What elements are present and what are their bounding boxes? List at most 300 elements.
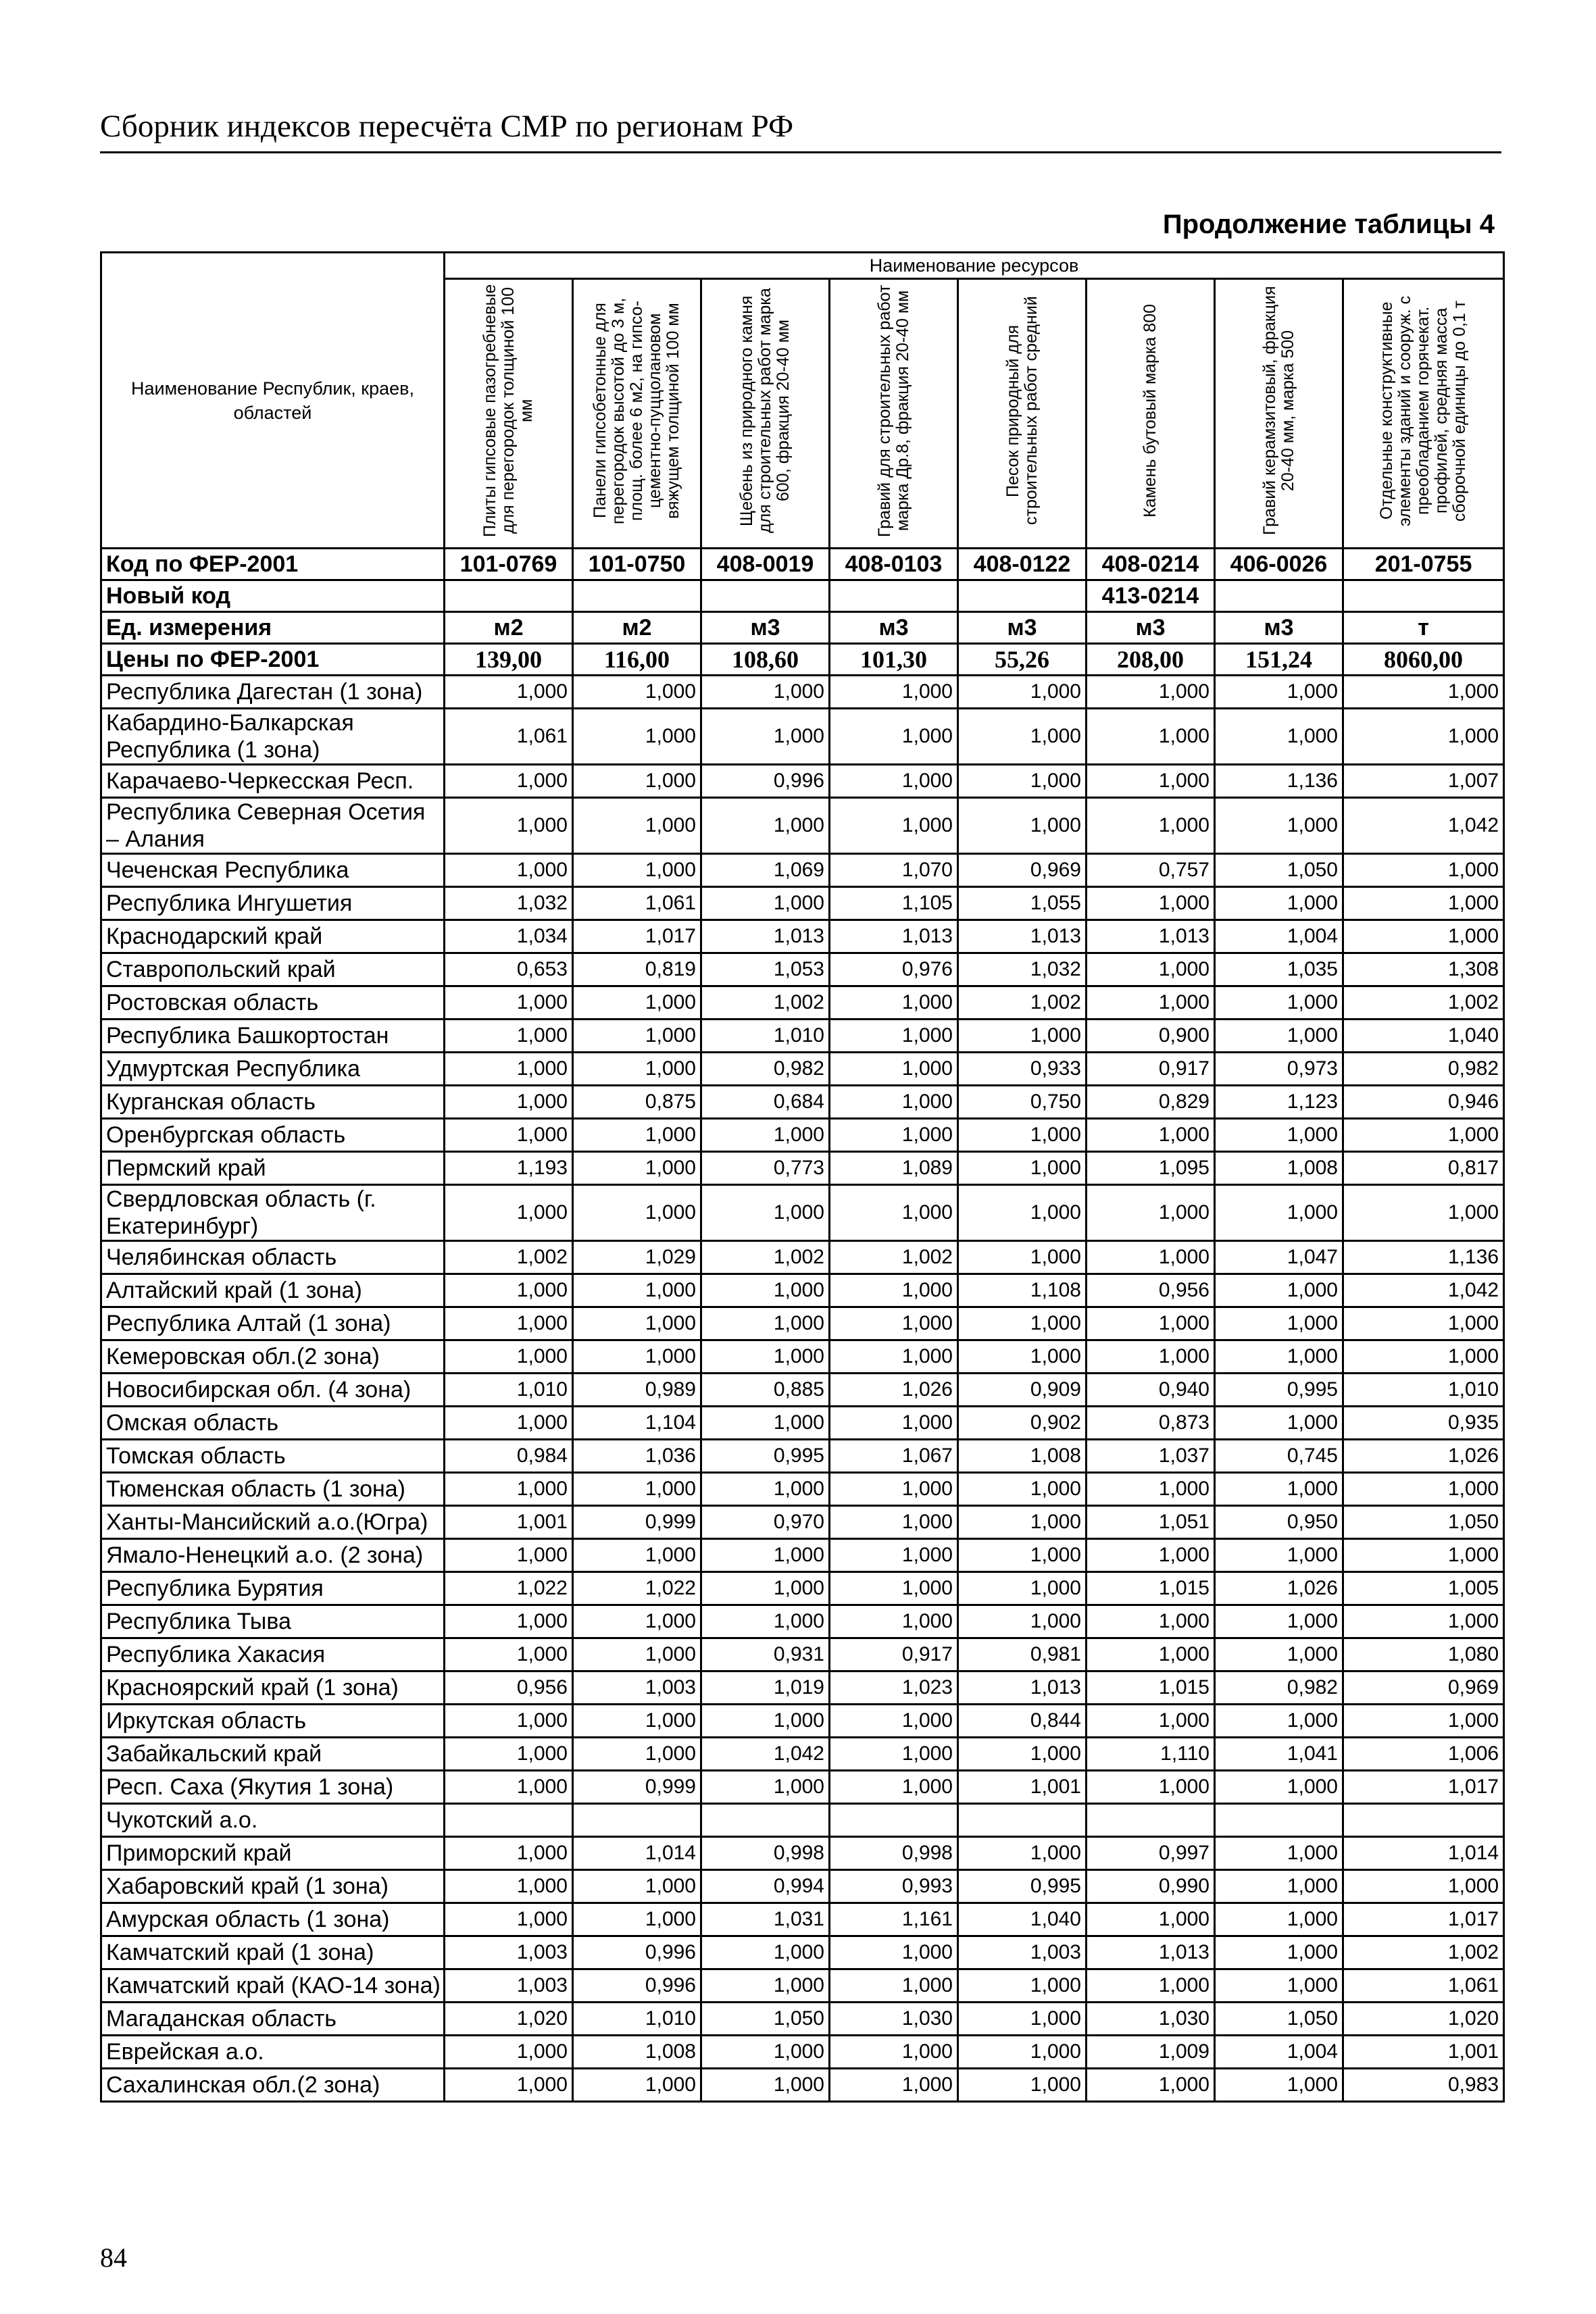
region-name: Кемеровская обл.(2 зона) [101, 1340, 445, 1374]
index-cell: 1,015 [1087, 1671, 1215, 1705]
index-cell: 1,000 [445, 1870, 573, 1903]
new-code-row-label: Новый код [101, 580, 445, 612]
index-cell: 1,000 [701, 1340, 830, 1374]
fer-code-row-cell: 408-0019 [701, 549, 830, 580]
index-cell: 0,993 [830, 1870, 958, 1903]
new-code-row-cell [701, 580, 830, 612]
index-cell: 1,070 [830, 854, 958, 887]
index-cell: 1,032 [958, 953, 1087, 986]
index-cell: 1,136 [1215, 765, 1343, 798]
index-cell: 1,000 [573, 1340, 701, 1374]
index-cell: 1,000 [1215, 1903, 1343, 1936]
new-code-row-cell [573, 580, 701, 612]
index-cell: 1,015 [1087, 1572, 1215, 1605]
index-cell: 1,000 [1343, 887, 1504, 920]
index-cell: 1,000 [445, 1053, 573, 1086]
index-cell: 1,000 [573, 1274, 701, 1307]
index-cell: 1,002 [1343, 986, 1504, 1020]
index-cell: 1,050 [701, 2003, 830, 2036]
unit-row-label: Ед. измерения [101, 612, 445, 644]
index-cell: 1,069 [701, 854, 830, 887]
region-name: Чукотский а.о. [101, 1804, 445, 1837]
index-cell: 1,000 [958, 1119, 1087, 1152]
index-cell: 1,000 [1215, 1870, 1343, 1903]
index-cell: 1,000 [445, 1837, 573, 1870]
index-cell: 1,000 [830, 1185, 958, 1241]
region-name: Республика Бурятия [101, 1572, 445, 1605]
region-name: Карачаево-Черкесская Респ. [101, 765, 445, 798]
new-code-row-cell: 413-0214 [1087, 580, 1215, 612]
index-cell: 1,000 [1215, 676, 1343, 709]
index-cell: 0,999 [573, 1506, 701, 1539]
index-cell: 1,000 [958, 1307, 1087, 1340]
region-name: Челябинская область [101, 1241, 445, 1274]
index-cell: 1,000 [830, 2069, 958, 2102]
index-cell: 1,000 [573, 1473, 701, 1506]
index-cell: 1,029 [573, 1241, 701, 1274]
table-row [101, 1086, 1504, 1119]
index-cell: 1,000 [958, 709, 1087, 765]
column-header: Песок природный для строительных работ средний [958, 279, 1087, 549]
index-cell: 1,000 [1343, 1870, 1504, 1903]
new-code-row-cell [445, 580, 573, 612]
index-cell: 0,950 [1215, 1506, 1343, 1539]
index-cell: 1,000 [1215, 1539, 1343, 1572]
index-cell: 1,023 [830, 1671, 958, 1705]
index-cell: 1,000 [445, 2036, 573, 2069]
index-cell: 1,022 [445, 1572, 573, 1605]
index-cell: 1,000 [1215, 1638, 1343, 1671]
table-row [101, 1804, 1504, 1837]
index-cell: 1,000 [445, 798, 573, 854]
column-header: Камень бутовый марка 800 [1087, 279, 1215, 549]
region-name: Ханты-Мансийский а.о.(Югра) [101, 1506, 445, 1539]
region-name: Еврейская а.о. [101, 2036, 445, 2069]
index-cell: 1,000 [445, 1539, 573, 1572]
index-cell: 1,035 [1215, 953, 1343, 986]
table-row [101, 1705, 1504, 1738]
fer-code-row-cell: 101-0750 [573, 549, 701, 580]
index-cell: 1,000 [573, 1185, 701, 1241]
index-cell: 1,000 [1215, 709, 1343, 765]
index-cell: 1,000 [1215, 1473, 1343, 1506]
index-cell: 0,995 [958, 1870, 1087, 1903]
index-cell: 1,047 [1215, 1241, 1343, 1274]
index-cell: 1,051 [1087, 1506, 1215, 1539]
index-cell: 1,000 [830, 709, 958, 765]
index-cell: 1,000 [701, 1539, 830, 1572]
region-name: Новосибирская обл. (4 зона) [101, 1374, 445, 1407]
index-cell: 1,042 [701, 1738, 830, 1771]
index-cell: 0,653 [445, 953, 573, 986]
index-cell: 1,000 [958, 765, 1087, 798]
index-cell: 1,000 [1343, 854, 1504, 887]
index-cell: 1,000 [1215, 1771, 1343, 1804]
index-cell [830, 1804, 958, 1837]
index-cell: 1,013 [1087, 1936, 1215, 1969]
index-cell: 0,750 [958, 1086, 1087, 1119]
index-cell: 1,000 [573, 1119, 701, 1152]
index-cell: 0,995 [701, 1440, 830, 1473]
index-cell: 1,000 [830, 1572, 958, 1605]
table-row [101, 1903, 1504, 1936]
table-row [101, 1936, 1504, 1969]
index-cell: 1,000 [445, 1638, 573, 1671]
index-cell: 1,000 [1215, 2069, 1343, 2102]
index-cell: 1,000 [445, 1473, 573, 1506]
index-cell: 1,013 [958, 1671, 1087, 1705]
region-name: Курганская область [101, 1086, 445, 1119]
index-cell: 1,000 [445, 1020, 573, 1053]
index-cell: 1,002 [701, 986, 830, 1020]
index-cell: 1,000 [1343, 709, 1504, 765]
index-cell: 1,006 [1343, 1738, 1504, 1771]
index-cell: 1,000 [445, 1274, 573, 1307]
index-cell: 1,032 [445, 887, 573, 920]
index-cell: 1,000 [701, 1119, 830, 1152]
page-number: 84 [100, 2242, 127, 2273]
index-cell: 1,000 [830, 2036, 958, 2069]
index-cell: 1,010 [701, 1020, 830, 1053]
index-cell: 1,000 [573, 1307, 701, 1340]
index-cell: 1,000 [445, 1307, 573, 1340]
column-header: Гравий для строительных работ марка Др.8, фракция 20-40 мм [830, 279, 958, 549]
region-name: Оренбургская область [101, 1119, 445, 1152]
index-cell: 1,000 [830, 1539, 958, 1572]
index-cell: 0,970 [701, 1506, 830, 1539]
index-cell: 0,996 [573, 1936, 701, 1969]
index-cell: 1,000 [830, 1340, 958, 1374]
index-cell: 0,982 [1343, 1053, 1504, 1086]
index-cell: 1,000 [445, 2069, 573, 2102]
index-cell: 0,917 [1087, 1053, 1215, 1086]
table-row [101, 854, 1504, 887]
price-row [101, 644, 1504, 676]
index-cell: 0,998 [701, 1837, 830, 1870]
index-cell: 1,003 [445, 1936, 573, 1969]
index-cell: 1,000 [1087, 1771, 1215, 1804]
index-cell: 1,308 [1343, 953, 1504, 986]
index-cell: 1,000 [958, 1185, 1087, 1241]
price-row-cell: 8060,00 [1343, 644, 1504, 676]
region-name: Хабаровский край (1 зона) [101, 1870, 445, 1903]
table-row [101, 1837, 1504, 1870]
index-cell: 0,976 [830, 953, 958, 986]
index-cell: 0,982 [701, 1053, 830, 1086]
index-cell: 0,745 [1215, 1440, 1343, 1473]
index-cell: 1,002 [1343, 1936, 1504, 1969]
index-cell: 1,000 [958, 1572, 1087, 1605]
index-cell: 1,000 [830, 1738, 958, 1771]
index-cell: 1,030 [1087, 2003, 1215, 2036]
region-name: Сахалинская обл.(2 зона) [101, 2069, 445, 2102]
index-cell: 1,000 [958, 1506, 1087, 1539]
index-cell: 1,010 [1343, 1374, 1504, 1407]
region-name: Чеченская Республика [101, 854, 445, 887]
index-cell: 1,000 [958, 798, 1087, 854]
column-header: Отдельные конструктивные элементы зданий и сооруж. с преобладанием горячекат. профилей, средняя масса сборочной единицы до 0,1 т [1343, 279, 1504, 549]
index-cell: 1,020 [445, 2003, 573, 2036]
index-cell: 1,000 [1087, 2069, 1215, 2102]
index-cell: 1,042 [1343, 798, 1504, 854]
table-row [101, 986, 1504, 1020]
index-cell: 1,003 [445, 1969, 573, 2003]
index-cell: 0,844 [958, 1705, 1087, 1738]
index-cell: 1,161 [830, 1903, 958, 1936]
index-cell: 1,000 [1215, 1936, 1343, 1969]
index-cell: 1,000 [701, 2036, 830, 2069]
index-cell: 0,829 [1087, 1086, 1215, 1119]
index-cell: 1,014 [573, 1837, 701, 1870]
index-cell: 1,000 [573, 1638, 701, 1671]
unit-row-cell: м2 [573, 612, 701, 644]
table-row [101, 709, 1504, 765]
region-name: Магаданская область [101, 2003, 445, 2036]
index-cell: 1,020 [1343, 2003, 1504, 2036]
index-cell: 1,000 [701, 1969, 830, 2003]
table-row [101, 1473, 1504, 1506]
index-cell: 1,193 [445, 1152, 573, 1185]
index-cell: 0,875 [573, 1086, 701, 1119]
region-name: Республика Тыва [101, 1605, 445, 1638]
index-cell: 1,000 [701, 1274, 830, 1307]
index-cell: 1,001 [958, 1771, 1087, 1804]
index-cell: 1,000 [958, 1738, 1087, 1771]
index-cell: 1,013 [958, 920, 1087, 953]
index-cell: 0,917 [830, 1638, 958, 1671]
index-cell: 1,000 [573, 2069, 701, 2102]
index-cell: 1,050 [1215, 854, 1343, 887]
table-row [101, 887, 1504, 920]
index-cell: 0,984 [445, 1440, 573, 1473]
index-cell: 0,873 [1087, 1407, 1215, 1440]
region-name: Камчатский край (1 зона) [101, 1936, 445, 1969]
index-cell: 1,000 [573, 986, 701, 1020]
price-row-label: Цены по ФЕР-2001 [101, 644, 445, 676]
index-cell: 1,000 [573, 854, 701, 887]
index-cell: 1,000 [958, 1969, 1087, 2003]
index-cell: 0,902 [958, 1407, 1087, 1440]
index-cell: 1,000 [830, 1307, 958, 1340]
index-cell: 1,000 [573, 709, 701, 765]
index-cell: 1,040 [1343, 1020, 1504, 1053]
index-cell: 1,000 [573, 1020, 701, 1053]
index-cell: 1,002 [958, 986, 1087, 1020]
table-row [101, 2069, 1504, 2102]
table-row [101, 1539, 1504, 1572]
table-row [101, 1241, 1504, 1274]
index-cell: 0,819 [573, 953, 701, 986]
index-cell: 1,000 [445, 1185, 573, 1241]
unit-row-cell: т [1343, 612, 1504, 644]
region-name: Ставропольский край [101, 953, 445, 986]
table-row [101, 953, 1504, 986]
fer-code-row-cell: 201-0755 [1343, 549, 1504, 580]
index-cell: 1,000 [1343, 920, 1504, 953]
index-cell: 0,983 [1343, 2069, 1504, 2102]
index-cell: 1,041 [1215, 1738, 1343, 1771]
index-cell: 1,000 [830, 1053, 958, 1086]
index-cell: 1,000 [1343, 1539, 1504, 1572]
index-cell: 1,002 [701, 1241, 830, 1274]
index-cell: 1,000 [830, 1020, 958, 1053]
index-cell: 1,000 [445, 765, 573, 798]
index-cell: 1,000 [830, 765, 958, 798]
index-cell: 1,000 [830, 1473, 958, 1506]
index-cell: 0,982 [1215, 1671, 1343, 1705]
index-cell: 1,000 [958, 1241, 1087, 1274]
index-cell: 1,000 [958, 1152, 1087, 1185]
index-cell: 1,000 [573, 1152, 701, 1185]
index-cell: 1,000 [1087, 1241, 1215, 1274]
index-cell: 1,034 [445, 920, 573, 953]
index-cell: 1,000 [701, 1572, 830, 1605]
index-cell: 1,000 [1087, 709, 1215, 765]
index-cell: 0,994 [701, 1870, 830, 1903]
region-name: Республика Ингушетия [101, 887, 445, 920]
index-cell: 1,000 [1215, 1705, 1343, 1738]
table-row [101, 1185, 1504, 1241]
region-name: Краснодарский край [101, 920, 445, 953]
region-name: Ростовская область [101, 986, 445, 1020]
index-cell: 1,010 [445, 1374, 573, 1407]
index-cell: 1,000 [1215, 887, 1343, 920]
table-row [101, 1638, 1504, 1671]
index-cell [958, 1804, 1087, 1837]
corner-header: Наименование Республик, краев, областей [101, 253, 445, 549]
index-cell: 1,000 [1215, 798, 1343, 854]
index-cell: 1,004 [1215, 920, 1343, 953]
index-cell: 1,000 [445, 1605, 573, 1638]
index-cell: 1,000 [1087, 953, 1215, 986]
table-row [101, 1340, 1504, 1374]
table-row [101, 1119, 1504, 1152]
fer-code-row-cell: 408-0122 [958, 549, 1087, 580]
index-cell: 1,000 [573, 798, 701, 854]
index-cell: 1,000 [1087, 1473, 1215, 1506]
index-cell [573, 1804, 701, 1837]
index-cell: 1,000 [445, 1407, 573, 1440]
index-cell: 1,000 [958, 676, 1087, 709]
index-cell: 0,909 [958, 1374, 1087, 1407]
index-cell: 0,997 [1087, 1837, 1215, 1870]
region-name: Томская область [101, 1440, 445, 1473]
index-cell: 1,000 [573, 765, 701, 798]
index-cell: 1,000 [1087, 1903, 1215, 1936]
price-row-cell: 208,00 [1087, 644, 1215, 676]
region-name: Приморский край [101, 1837, 445, 1870]
index-cell: 1,000 [1215, 1020, 1343, 1053]
index-cell: 1,040 [958, 1903, 1087, 1936]
index-cell: 1,000 [701, 1407, 830, 1440]
index-cell [1215, 1804, 1343, 1837]
index-cell: 1,014 [1343, 1837, 1504, 1870]
index-cell: 1,000 [1087, 1638, 1215, 1671]
index-cell: 1,061 [445, 709, 573, 765]
index-cell: 1,000 [445, 1705, 573, 1738]
index-cell: 1,000 [1087, 1340, 1215, 1374]
index-cell: 1,000 [701, 1185, 830, 1241]
index-cell: 0,900 [1087, 1020, 1215, 1053]
fer-code-row-cell: 408-0214 [1087, 549, 1215, 580]
index-cell: 0,996 [573, 1969, 701, 2003]
region-name: Омская область [101, 1407, 445, 1440]
table-row [101, 1506, 1504, 1539]
index-cell: 1,000 [573, 1705, 701, 1738]
index-cell: 1,000 [1343, 1473, 1504, 1506]
index-cell: 0,757 [1087, 854, 1215, 887]
index-cell: 1,108 [958, 1274, 1087, 1307]
unit-row-cell: м3 [830, 612, 958, 644]
index-cell: 1,026 [830, 1374, 958, 1407]
index-cell: 1,036 [573, 1440, 701, 1473]
index-cell: 1,000 [1087, 1705, 1215, 1738]
index-cell: 1,026 [1343, 1440, 1504, 1473]
table-row [101, 1671, 1504, 1705]
index-cell: 1,000 [445, 854, 573, 887]
table-row [101, 1605, 1504, 1638]
index-cell: 1,008 [573, 2036, 701, 2069]
region-name: Тюменская область (1 зона) [101, 1473, 445, 1506]
index-cell: 1,000 [445, 1771, 573, 1804]
price-row-cell: 55,26 [958, 644, 1087, 676]
index-cell: 1,000 [830, 1086, 958, 1119]
new-code-row-cell [1343, 580, 1504, 612]
index-cell: 1,000 [1087, 1307, 1215, 1340]
region-name: Свердловская область (г. Екатеринбург) [101, 1185, 445, 1241]
index-cell: 1,000 [830, 1936, 958, 1969]
region-name: Кабардино-Балкарская Республика (1 зона) [101, 709, 445, 765]
index-cell: 0,969 [958, 854, 1087, 887]
table-row [101, 1152, 1504, 1185]
index-cell: 1,000 [445, 1903, 573, 1936]
index-cell: 1,000 [701, 1771, 830, 1804]
index-cell: 1,000 [830, 1506, 958, 1539]
index-cell: 1,000 [830, 1705, 958, 1738]
price-row-cell: 108,60 [701, 644, 830, 676]
index-cell: 0,956 [1087, 1274, 1215, 1307]
index-cell: 1,050 [1215, 2003, 1343, 2036]
index-cell: 1,000 [1087, 1119, 1215, 1152]
index-cell: 1,000 [1215, 1307, 1343, 1340]
index-cell: 1,017 [573, 920, 701, 953]
index-cell: 1,000 [573, 676, 701, 709]
unit-row-cell: м3 [1215, 612, 1343, 644]
index-cell: 1,000 [958, 2069, 1087, 2102]
index-cell: 0,817 [1343, 1152, 1504, 1185]
index-cell: 0,946 [1343, 1086, 1504, 1119]
index-cell: 1,000 [1087, 798, 1215, 854]
table-body [101, 549, 1504, 2102]
running-header: Сборник индексов пересчёта СМР по регионам РФ [100, 109, 794, 144]
index-cell: 1,000 [1087, 986, 1215, 1020]
index-cell: 1,000 [701, 676, 830, 709]
new-code-row-cell [1215, 580, 1343, 612]
index-cell: 1,000 [1087, 1185, 1215, 1241]
index-table [100, 251, 1505, 2103]
index-cell [701, 1804, 830, 1837]
region-name: Республика Хакасия [101, 1638, 445, 1671]
index-cell: 1,000 [958, 1605, 1087, 1638]
index-cell: 0,969 [1343, 1671, 1504, 1705]
table-row [101, 1274, 1504, 1307]
index-cell: 1,000 [1087, 887, 1215, 920]
index-cell: 1,000 [1215, 1837, 1343, 1870]
index-cell: 1,000 [701, 1936, 830, 1969]
index-cell: 1,000 [701, 798, 830, 854]
table-row [101, 2036, 1504, 2069]
unit-row-cell: м3 [701, 612, 830, 644]
